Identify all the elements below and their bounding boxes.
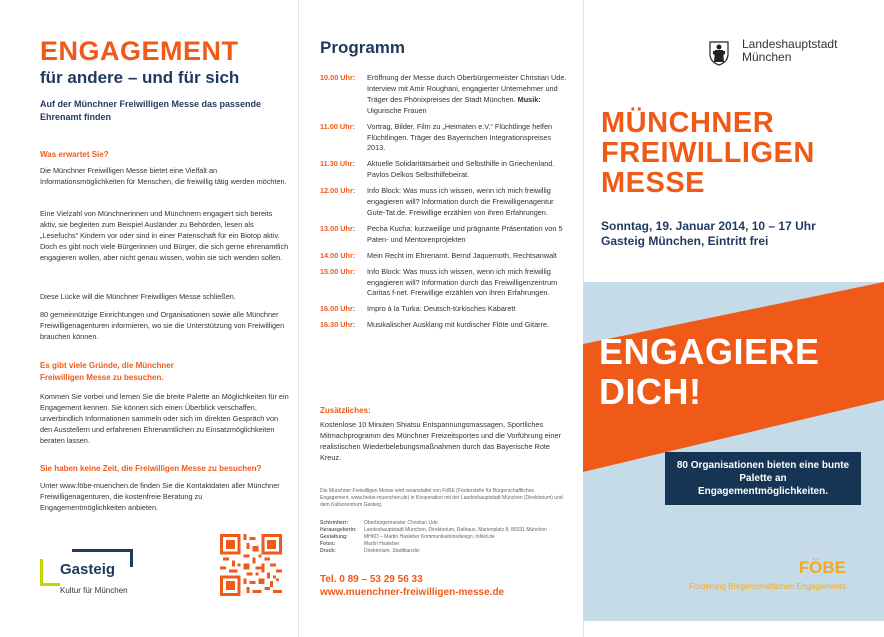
engagement-subtitle: für andere – und für sich xyxy=(40,68,240,87)
logo-bracket xyxy=(40,583,60,586)
program-time: 12.00 Uhr: xyxy=(320,186,356,196)
paragraph: Diese Lücke will die Münchner Freiwilligen Messe schließen. xyxy=(40,292,236,301)
program-row xyxy=(320,304,570,320)
paragraph: Eine Vielzahl von Münchnerinnen und Münchnern engagiert sich bereits aktiv, sie begleiten zum Beispiel Ausländer zu Behörden, lesen als „Lesefuchs“ Kindern vor oder sind in einer Patenschaft für ein Biotop aktiv. Doch es gibt noch viele Bürgerinnen und Bürger, die sich gerne ehrenamtlich engagieren wollen, aber nicht genau wissen, wohin sie sich wenden sollen. xyxy=(40,209,289,262)
imprint-row xyxy=(320,527,570,534)
engagement-title: ENGAGEMENT xyxy=(40,36,239,66)
program-title: Programm xyxy=(320,38,406,57)
program-description: Info Block: Was muss ich wissen, wenn ich mich freiwillig engagieren will? Information durch das Freiwilligenzentrum Caritas f-net. Freiwillige erzählen von ihren Erfahrungen. xyxy=(367,266,558,298)
program-description: Mein Recht im Ehrenamt. Bernd Jaquemoth, Rechtsanwalt xyxy=(367,250,557,260)
qr-code-icon xyxy=(220,534,282,596)
program-music-label: Musik: xyxy=(517,94,541,104)
fair-title-line: MESSE xyxy=(601,167,706,199)
imprint-key: Schirmherr: xyxy=(320,520,349,526)
program-table xyxy=(320,73,570,336)
website-link[interactable]: www.muenchner-freiwilligen-messe.de xyxy=(320,587,505,598)
phone-number: Tel. 0 89 – 53 29 56 33 xyxy=(320,574,423,585)
section-heading-expect: Was erwartet Sie? xyxy=(40,150,109,159)
section-heading-no-time: Sie haben keine Zeit, die Freiwilligen Messe zu besuchen? xyxy=(40,464,262,473)
city-line: Landeshauptstadt xyxy=(742,37,838,51)
foebe-tagline: Förderung Bürgerschaftlichen Engagements xyxy=(689,582,846,591)
event-location: Gasteig München, Eintritt frei xyxy=(601,234,769,248)
fair-title xyxy=(601,108,815,198)
imprint-key: Fotos: xyxy=(320,541,336,547)
organisations-box: 80 Organisationen bieten eine bunte Palette an Engagementmöglichkeiten. xyxy=(665,452,861,505)
cover-banner xyxy=(583,282,884,621)
program-row xyxy=(320,267,570,305)
gasteig-logo xyxy=(40,547,130,597)
imprint-row xyxy=(320,534,570,541)
fair-title-line: FREIWILLIGEN xyxy=(601,137,815,169)
event-date-location xyxy=(601,219,816,249)
imprint-value: MHKD – Martin Hasleber Kommunikationsdesign, mhkd.de xyxy=(364,534,495,540)
program-time: 10.00 Uhr: xyxy=(320,73,356,82)
program-description: Impro à la Turka: Deutsch-türkisches Kabarett xyxy=(367,304,516,314)
program-time: 14.00 Uhr: xyxy=(320,250,356,260)
imprint-value: Martin Hasleber xyxy=(364,541,400,547)
program-description: Info Block: Was muss ich wissen, wenn ich mich freiwillig engagieren will? Information durch die Freiwilligenagentur Gute-Tat.de. Freiwillige erzählen von ihren Erfahrungen. xyxy=(367,186,554,217)
program-text: Eröffnung der Messe durch Oberbürgermeister Christian Ude. Interview mit Amir Roughani, engagierter Unternehmer und Träger des Phönixpreises der Stadt München. xyxy=(367,73,567,104)
imprint-table xyxy=(320,520,570,555)
paragraph: Die Münchner Freiwilligen Messe bietet eine Vielfalt an Informationsmöglichkeiten für Menschen, die freiwillig tätig werden möchten. xyxy=(40,166,287,186)
imprint-row xyxy=(320,541,570,548)
cta-line: ENGAGIERE xyxy=(599,331,820,372)
program-text: Uigurische Frauen xyxy=(367,105,427,115)
imprint-key: Herausgeberin: xyxy=(320,527,357,533)
call-to-action xyxy=(599,332,820,412)
imprint-value: Landeshauptstadt München, Direktorium, Rathaus, Marienplatz 8, 80331 München xyxy=(364,527,547,533)
logo-bracket xyxy=(72,549,132,552)
paragraph: Unter www.föbe-muenchen.de finden Sie die Kontaktdaten aller Münchner Freiwilligenagenturen, die kostenfreie Beratung zu Engagementmöglichkeiten anbieten. xyxy=(40,481,280,512)
organizer-note: Die Münchner Freiwilligen Messe wird veranstaltet von FöBE (Förderstelle für Bürgerschaftliches Engagement, www.foebe-muenchen.de) in Kooperation mit der Landeshauptstadt München (Direktorium) und dem Kulturzentrum Gasteig. xyxy=(320,488,563,508)
section-heading-reasons: Es gibt viele Gründe, die Münchner Freiwilligen Messe zu besuchen. xyxy=(40,361,174,382)
city-wordmark xyxy=(742,38,837,64)
program-time: 11.30 Uhr: xyxy=(320,159,355,169)
program-row xyxy=(320,320,570,336)
program-row xyxy=(320,159,570,186)
program-row xyxy=(320,73,570,122)
paragraph: Kommen Sie vorbei und lernen Sie die breite Palette an Möglichkeiten für ein Engagement kennen. Sie können sich einen Überblick verschaffen, unverbindlich Informationen sammeln oder sich im direkten Gespräch von den Ausstellern und erfahrenen Ehrenamtlichen zu Einsatzmöglichkeiten beraten lassen. xyxy=(40,392,289,445)
panel-engagement xyxy=(0,0,298,637)
munich-coat-of-arms-icon xyxy=(708,40,730,66)
imprint-row xyxy=(320,548,570,555)
imprint-value: Oberbürgermeister Christian Ude xyxy=(364,520,438,526)
paragraph: 80 gemeinnützige Einrichtungen und Organisationen sowie alle Münchner Freiwilligenagenturen informieren, wo sie die Unterstützung von Freiwilligen brauchen können. xyxy=(40,310,285,341)
program-row xyxy=(320,122,570,160)
event-date: Sonntag, 19. Januar 2014, 10 – 17 Uhr xyxy=(601,219,816,233)
program-description: Vortrag, Bilder, Film zu „Heimaten e.V.“ Flüchtlinge helfen Flüchtlingen. Träger des Bayerischen Integrationspreises 2013. xyxy=(367,121,553,153)
program-time: 16.00 Uhr: xyxy=(320,304,356,314)
program-description: Pecha Kucha: kurzweilige und prägnante Präsentation von 5 Paten- und Mentorenprojekten xyxy=(367,223,563,244)
extras-heading: Zusätzliches: xyxy=(320,406,371,415)
gasteig-tagline: Kultur für München xyxy=(60,586,128,595)
program-row xyxy=(320,224,570,251)
fair-title-line: MÜNCHNER xyxy=(601,107,775,139)
program-time: 15.00 Uhr: xyxy=(320,266,356,276)
gasteig-name: Gasteig xyxy=(60,561,116,578)
program-time: 16.30 Uhr: xyxy=(320,320,356,330)
imprint-row xyxy=(320,520,570,527)
imprint-key: Druck: xyxy=(320,548,336,554)
program-description: Aktuelle Solidaritätsarbeit und Selbsthilfe in Griechenland. Pavlos Delkos Selbsthilfebeirat. xyxy=(367,159,555,180)
panel-program xyxy=(298,0,583,637)
foebe-logo: FÖBE xyxy=(798,558,846,577)
imprint-key: Gestaltung: xyxy=(320,534,348,540)
logo-bracket xyxy=(40,559,43,585)
program-row xyxy=(320,186,570,224)
program-description: Musikalischer Ausklang mit kurdischer Flöte und Gitarre. xyxy=(367,320,550,330)
logo-bracket xyxy=(130,549,133,567)
cta-line: DICH! xyxy=(599,371,702,412)
program-row xyxy=(320,251,570,267)
panel-cover xyxy=(583,0,884,637)
program-description xyxy=(367,73,570,122)
imprint-value: Direktorium, Stadtkanzlei xyxy=(364,548,420,554)
city-line: München xyxy=(742,50,792,64)
intro-text: Auf der Münchner Freiwilligen Messe das passende Ehrenamt finden xyxy=(40,99,262,122)
extras-text: Kostenlose 10 Minuten Shiatsu Entspannungsmassagen, Sportliches Mitmachprogramm des Münchner Freizeitsportes und die Vorführung einer realistischen Wiederbelebungsmaßnahmen durch das Bayerische Rote Kreuz. xyxy=(320,420,561,462)
program-time: 11.00 Uhr: xyxy=(320,121,355,131)
program-time: 13.00 Uhr: xyxy=(320,223,356,233)
